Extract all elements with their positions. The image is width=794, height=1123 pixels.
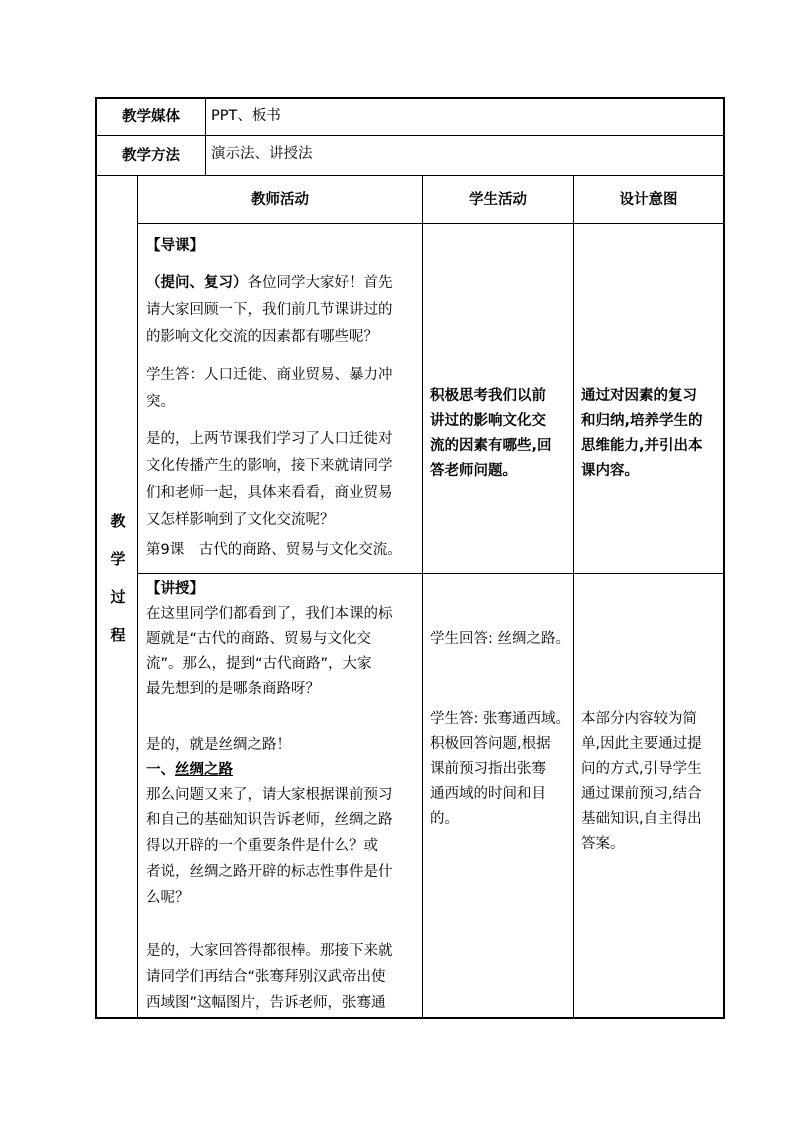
header-design-intent: 设计意图: [619, 192, 678, 208]
lecture-line: 和自己的基础知识告诉老师，丝绸之路: [146, 812, 393, 828]
lecture-title: 【讲授】: [146, 581, 204, 597]
lecture-line: 是的，就是丝绸之路！: [146, 737, 291, 753]
media-label: 教学媒体: [122, 109, 180, 125]
label-column-divider: [205, 97, 206, 176]
design-intent-1: [581, 384, 703, 484]
design-intent-line: 本部分内容较为简: [581, 711, 697, 727]
student-activity-line: 的。: [430, 811, 459, 827]
section-heading-silk-road: [146, 758, 233, 783]
lesson-title-line: 第9课 古代的商路、贸易与文化交流。: [146, 542, 402, 558]
intro-bold-prefix: （提问、复习）: [146, 275, 248, 291]
student-activity-2: [430, 707, 570, 832]
process-label-char: 程: [110, 626, 126, 644]
header-teacher-activity: 教师活动: [251, 192, 309, 208]
design-intent-line: 单,因此主要通过提: [581, 736, 702, 752]
design-intent-line: 答案。: [581, 836, 625, 852]
table-bottom-border: [95, 1017, 725, 1019]
table-right-border: [723, 97, 725, 1019]
lecture-line: 题就是“古代的商路、贸易与文化交: [146, 631, 372, 647]
header-row-divider: [137, 223, 724, 224]
lecture-line: 最先想到的是哪条商路呀？: [146, 681, 320, 697]
student-activity-line: 积极回答问题,根据: [430, 736, 551, 752]
student-activity-1: [430, 384, 552, 484]
row-divider-2: [95, 175, 725, 176]
lecture-line: 流”。那么，提到“古代商路”，大家: [146, 656, 372, 672]
intro-text: 各位同学大家好！首先: [247, 275, 393, 291]
transition-line: 们和老师一起，具体来看看，商业贸易: [146, 485, 393, 501]
lecture-line: 西域图”这幅图片，告诉老师，张骞通: [146, 995, 386, 1011]
lecture-line: 请同学们再结合“张骞拜别汉武帝出使: [146, 969, 386, 985]
lecture-line: 那么问题又来了，请大家根据课前预习: [146, 787, 393, 803]
student-activity-line: 流的因素有哪些,回: [430, 438, 552, 454]
intro-paragraph-line: 请大家回顾一下，我们前几节课讲过的: [146, 302, 393, 318]
design-intent-line: 课内容。: [581, 463, 639, 479]
lecture-line: 者说，丝绸之路开辟的标志性事件是什: [146, 864, 393, 880]
section-divider: [137, 573, 724, 574]
process-label-char: 过: [110, 588, 126, 606]
student-answer-silk-road: 学生回答: 丝绸之路。: [430, 631, 570, 647]
heading-underlined: 丝绸之路: [175, 762, 233, 778]
table-left-border: [95, 97, 97, 1019]
lecture-line: 在这里同学们都看到了，我们本课的标: [146, 606, 393, 622]
student-answer-line: 学生答：人口迁徙、商业贸易、暴力冲: [146, 367, 393, 383]
design-intent-line: 通过课前预习,结合: [581, 786, 702, 802]
student-answer-line: 突。: [146, 394, 175, 410]
lecture-line: 是的，大家回答得都很棒。那接下来就: [146, 943, 393, 959]
lecture-line: 么呢？: [146, 890, 190, 906]
transition-line: 又怎样影响到了文化交流呢？: [146, 512, 335, 528]
student-activity-line: 学生答: 张骞通西域。: [430, 711, 570, 727]
design-intent-line: 思维能力,并引出本: [581, 438, 703, 454]
media-value: PPT、板书: [211, 108, 281, 124]
design-intent-line: 问的方式,引导学生: [581, 761, 702, 777]
student-activity-line: 通西域的时间和目: [430, 786, 546, 802]
method-value: 演示法、讲授法: [211, 146, 313, 162]
student-activity-line: 讲过的影响文化交: [430, 413, 546, 429]
design-intent-line: 通过对因素的复习: [581, 388, 697, 404]
student-activity-line: 课前预习指出张骞: [430, 761, 546, 777]
process-label-char: 学: [110, 550, 126, 568]
header-student-activity: 学生活动: [469, 192, 527, 208]
transition-line: 文化传播产生的影响，接下来就请同学: [146, 458, 393, 474]
row-divider-1: [95, 135, 725, 136]
intro-paragraph-line: 的影响文化交流的因素都有哪些呢？: [146, 329, 378, 345]
intro-paragraph-line: [146, 271, 393, 296]
design-intent-2: [581, 707, 702, 857]
process-label: [100, 502, 136, 654]
method-label: 教学方法: [122, 148, 180, 164]
student-column-divider: [422, 176, 423, 1018]
student-activity-line: 答老师问题。: [430, 463, 517, 479]
design-intent-line: 基础知识,自主得出: [581, 811, 702, 827]
transition-line: 是的，上两节课我们学习了人口迁徙对: [146, 431, 393, 447]
process-label-char: 教: [110, 512, 126, 530]
heading-prefix: 一、: [146, 762, 175, 778]
student-activity-line: 积极思考我们以前: [430, 388, 546, 404]
intent-column-divider: [573, 176, 574, 1018]
table-top-border: [95, 97, 725, 99]
lecture-line: 得以开辟的一个重要条件是什么？或: [146, 838, 378, 854]
design-intent-line: 和归纳,培养学生的: [581, 413, 703, 429]
intro-title: 【导课】: [146, 238, 204, 254]
process-column-divider: [137, 176, 138, 1018]
